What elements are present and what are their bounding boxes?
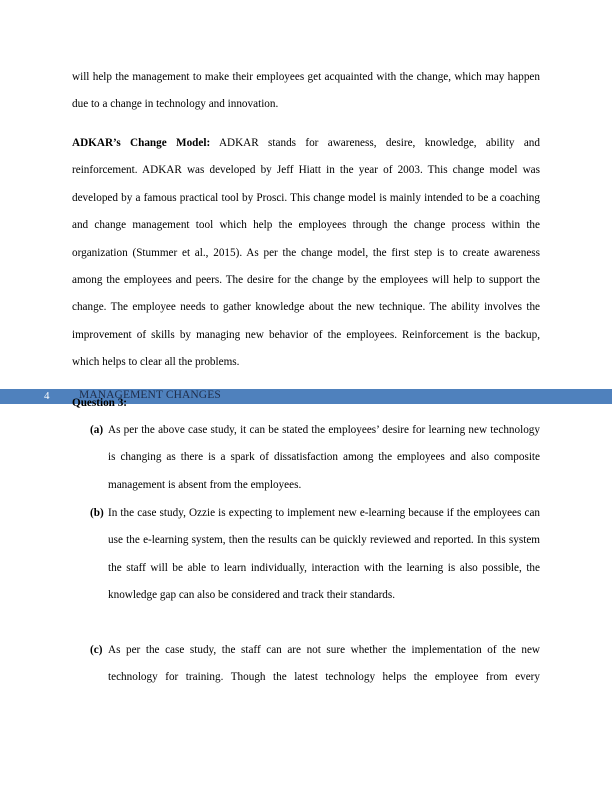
adkar-paragraph <box>72 130 540 377</box>
list-item-c-text: As per the case study, the staff can are not sure whether the implementation of the new technology for training. Though the latest technology helps the employee from every <box>108 644 540 684</box>
paragraph-continuation <box>72 64 540 119</box>
running-head: MANAGEMENT CHANGES <box>79 389 221 401</box>
list-item-b-text: In the case study, Ozzie is expecting to implement new e-learning because if the employees can use the e-learning system, then the results can be quickly reviewed and reported. In this system the staff will be able to learn individually, interaction with the learning is also possible, the knowledge gap can also be considered and track their standards. <box>108 507 540 602</box>
list-item-c <box>90 637 540 692</box>
list-item-a <box>90 417 540 499</box>
list-item-a-text: As per the above case study, it can be stated the employees’ desire for learning new technology is changing as there is a spark of dissatisfaction among the employees and also composite management is absent from the employees. <box>108 424 540 491</box>
question-heading: Question 3: <box>72 397 128 409</box>
adkar-paragraph-text: ADKAR stands for awareness, desire, knowledge, ability and reinforcement. ADKAR was developed by Jeff Hiatt in the year of 2003. This change model was developed by a famous practical tool by Prosci. This change model is mainly intended to be a coaching and change management tool which help the employees through the change process within the organization (Stummer et al., 2015). As per the change model, the first step is to create awareness among the employees and peers. The desire for the change by the employees will help to support the change. The employee needs to gather knowledge about the new technique. The ability involves the improvement of skills by managing new behavior of the employees. Reinforcement is the backup, which helps to clear all the problems. <box>72 137 540 369</box>
paragraph-1-text: will help the management to make their employees get acquainted with the change, which may happen due to a change in technology and innovation. <box>72 71 540 111</box>
list-marker-a: (a) <box>90 424 104 436</box>
list-item-b <box>90 500 540 610</box>
list-marker-b: (b) <box>90 507 104 519</box>
list-marker-c: (c) <box>90 644 103 656</box>
adkar-heading: ADKAR’s Change Model: <box>72 137 211 149</box>
page-number: 4 <box>44 390 50 402</box>
